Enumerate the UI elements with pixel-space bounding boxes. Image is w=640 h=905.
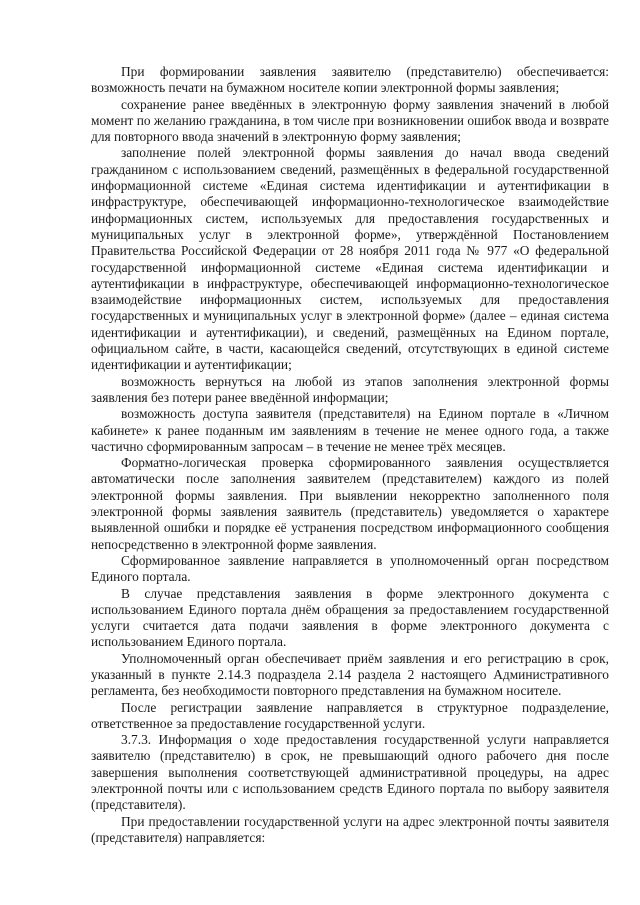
document-body bbox=[91, 64, 609, 846]
paragraph-section-3-7-3: 3.7.3. Информация о ходе предоставления государственной услуги направляется заявителю (представителю) в срок, не превышающий одного рабочего дня после завершения выполнения соответствующей административной процедуры, на адрес электронной почты или с использованием средств Единого портала по выбору заявителя (представителя). bbox=[91, 732, 609, 813]
paragraph-registration: Уполномоченный орган обеспечивает приём заявления и его регистрацию в срок, указанный в пункте 2.14.3 подраздела 2.14 раздела 2 настоящего Административного регламента, без необходимости повторного представления на бумажном носителе. bbox=[91, 650, 609, 699]
paragraph-autofill-fields: заполнение полей электронной формы заявления до начал ввода сведений гражданином с использованием сведений, размещённых в федеральной государственной информационной системе «Единая система идентификации и аутентификации в инфраструктуре, обеспечивающей информационно-технологическое взаимодействие информационных систем, используемых для предоставления государственных и муниципальных услуг в электронной форме», утверждённой Постановлением Правительства Российской Федерации от 28 ноября 2011 года № 977 «О федеральной государственной информационной системе «Единая система идентификации и аутентификации в инфраструктуре, обеспечивающей информационно-технологическое взаимодействие информационных систем, используемых для предоставления государственных и муниципальных услуг в электронной форме» (далее – единая система идентификации и аутентификации), и сведений, размещённых на Едином портале, официальном сайте, в части, касающейся сведений, отсутствующих в единой системе идентификации и аутентификации; bbox=[91, 145, 609, 373]
paragraph-return-to-step: возможность вернуться на любой из этапов заполнения электронной формы заявления без потери ранее введённой информации; bbox=[91, 373, 609, 405]
paragraph-personal-cabinet: возможность доступа заявителя (представителя) на Едином портале в «Личном кабинете» к ранее поданным им заявлениям в течение не менее одного года, а также частично сформированным запросам – в течение не менее трёх месяцев. bbox=[91, 406, 609, 454]
paragraph-routing: После регистрации заявление направляется в структурное подразделение, ответственное за предоставление государственной услуги. bbox=[91, 699, 609, 731]
paragraph-format-check: Форматно-логическая проверка сформированного заявления осуществляется автоматически после заполнения заявителем (представителем) каждого из полей электронной формы заявления. При выявлении некорректно заполненного поля электронной формы заявления заявитель (представитель) уведомляется о характере выявленной ошибки и порядке её устранения посредством информационного сообщения непосредственно в электронной форме заявления. bbox=[91, 455, 609, 552]
paragraph-email-notice: При предоставлении государственной услуги на адрес электронной почты заявителя (представителя) направляется: bbox=[91, 813, 609, 845]
paragraph-save-values: сохранение ранее введённых в электронную форму заявления значений в любой момент по желанию гражданина, в том числе при возникновении ошибок ввода и возврате для повторного ввода значений в электронную форму заявления; bbox=[91, 96, 609, 145]
paragraph-submission: Сформированное заявление направляется в уполномоченный орган посредством Единого портала. bbox=[91, 552, 609, 585]
paragraph-submission-date: В случае представления заявления в форме электронного документа с использованием Единого портала днём обращения за предоставлением государственной услуги считается дата подачи заявления в форме электронного документа с использованием Единого портала. bbox=[91, 585, 609, 650]
paragraph-print-copy: При формировании заявления заявителю (представителю) обеспечивается: возможность печати на бумажном носителе копии электронной формы заявления; bbox=[91, 64, 609, 96]
